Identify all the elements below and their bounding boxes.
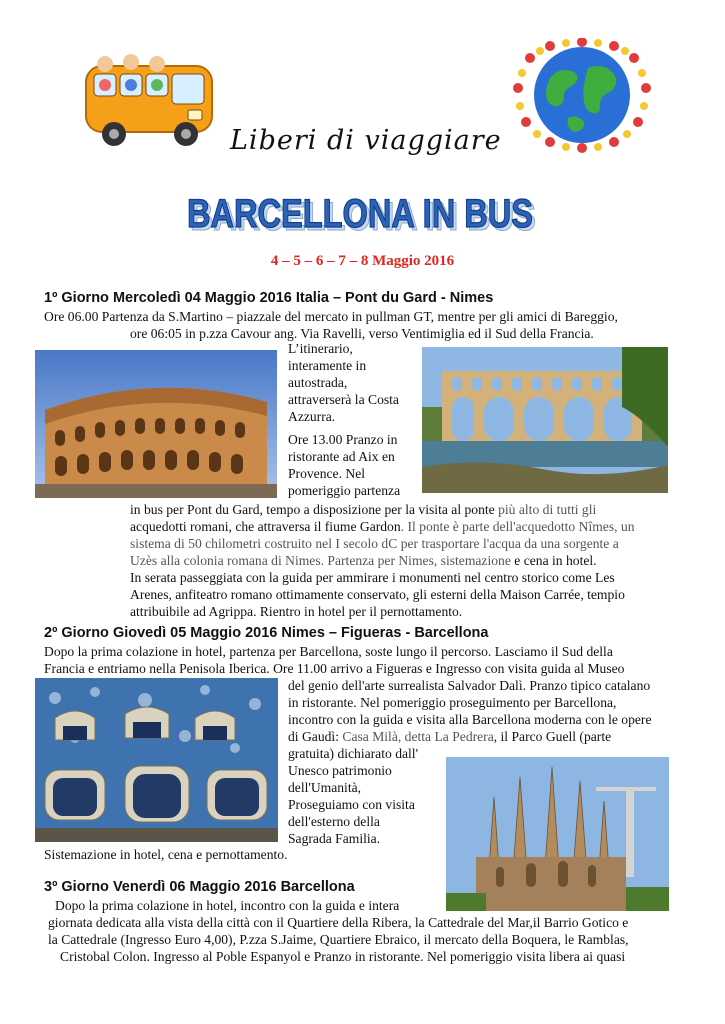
school-bus-illustration	[80, 52, 220, 152]
day-1-rest-line-7: attribuibile ad Agrippa. Rientro in hotel per il pernottamento.	[130, 604, 463, 619]
right-line: dell'esterno della	[288, 814, 380, 829]
right-line	[288, 728, 708, 745]
pont-du-gard-photo	[422, 347, 668, 493]
text-run: Casa Milà, detta La Pedrera	[342, 729, 494, 744]
mid-line: Provence. Nel	[288, 466, 366, 481]
day-1-rest-line-6: Arenes, anfiteatro romano ottimamente conservato, gli esterni della Maison Carrée, tempio	[130, 587, 625, 602]
day-3-line-2: giornata dedicata alla vista della città con il Quartiere della Ribera, la Cattedrale del Mar,il Barrio Gotico e	[48, 915, 629, 930]
title-text-shadow: BARCELLONA IN BUS	[190, 195, 536, 239]
right-line: dell'Umanità,	[288, 780, 362, 795]
text-run: Uzès alla colonia romana di Nimes. Partenza per Nimes, sistemazione	[130, 553, 515, 568]
text-run: più alto di tutti gli	[498, 502, 597, 517]
day-3-heading: 3º Giorno Venerdì 06 Maggio 2016 Barcellona	[44, 879, 355, 895]
mid-line: interamente in	[288, 358, 367, 373]
day-2-line-1: Dopo la prima colazione in hotel, partenza per Barcellona, soste lungo il percorso. Lasciamo il Sud della	[44, 644, 613, 659]
casa-batllo-photo	[35, 678, 278, 842]
title-wordart	[180, 188, 540, 240]
sagrada-familia-photo	[446, 757, 669, 911]
trip-dates: 4 – 5 – 6 – 7 – 8 Maggio 2016	[270, 253, 455, 269]
day-2-last-line: Sistemazione in hotel, cena e pernottamento.	[44, 847, 288, 862]
day-1-rest-line-2	[130, 518, 635, 535]
day-1-line-1: Ore 06.00 Partenza da S.Martino – piazzale del mercato in pullman GT, mentre per gli amici di Bareggio,	[44, 309, 618, 324]
mid-line: pomeriggio partenza	[288, 483, 401, 498]
day-3-line-1: Dopo la prima colazione in hotel, incontro con la guida e intera	[55, 898, 400, 913]
mid-line: attraverserà la Costa	[288, 392, 399, 407]
tagline: Liberi di viaggiare	[230, 125, 502, 156]
right-line: Sagrada Familia.	[288, 831, 381, 846]
text-run: di Gaudì:	[288, 729, 343, 744]
colosseum-photo	[35, 350, 277, 498]
text-run: in bus per Pont du Gard, tempo a disposizione per la visita al ponte	[130, 502, 499, 517]
right-line: Proseguiamo con visita	[288, 797, 415, 812]
mid-line: Ore 13.00 Pranzo in	[288, 432, 398, 447]
text-run: , il Parco Guell (parte	[493, 729, 612, 744]
right-line: Unesco patrimonio	[288, 763, 392, 778]
globe-with-children-illustration	[510, 38, 655, 153]
day-1-rest-line-1	[130, 501, 596, 518]
right-line: gratuita) dichiarato dall'	[288, 746, 419, 761]
day-1-line-2: ore 06:05 in p.zza Cavour ang. Via Ravelli, verso Ventimiglia ed il Sud della Francia.	[130, 326, 594, 341]
right-line: in ristorante. Nel pomeriggio proseguimento per Barcellona,	[288, 695, 617, 710]
day-1-heading: 1º Giorno Mercoledì 04 Maggio 2016 Italia – Pont du Gard - Nimes	[44, 290, 494, 306]
text-run: e cena in hotel.	[514, 553, 597, 568]
day-1-rest-line-3: sistema di 50 chilometri costruito nel I secolo dC per trasportare l'acqua da una sorgente a	[130, 536, 619, 551]
day-1-rest-line-4	[130, 552, 597, 569]
day-2-heading: 2º Giorno Giovedì 05 Maggio 2016 Nimes – Figueras - Barcellona	[44, 625, 489, 641]
text-run: acquedotti romani,	[130, 519, 236, 534]
mid-line: Azzurra.	[288, 409, 336, 424]
right-line: del genio dell'arte surrealista Salvador Dalì. Pranzo tipico catalano	[288, 678, 651, 693]
day-3-line-4: Cristobal Colon. Ingresso al Poble Espanyol e Pranzo in ristorante. Nel pomeriggio visita libera ai quasi	[60, 949, 626, 964]
title-text: BARCELLONA IN BUS	[187, 192, 533, 236]
right-line: incontro con la guida e visita alla Barcellona moderna con le opere	[288, 712, 652, 727]
day-1-middle-text	[288, 340, 418, 499]
mid-line: ristorante ad Aix en	[288, 449, 395, 464]
mid-line: autostrada,	[288, 375, 348, 390]
day-3-line-3: la Cattedrale (Ingresso Euro 4,00), P.zza S.Jaime, Quartiere Ebraico, il mercato della Boquera, le Ramblas,	[48, 932, 629, 947]
day-2-line-2: Francia e entriamo nella Penisola Iberica. Ore 11.00 arrivo a Figueras e Ingresso con visita guida al Museo	[44, 661, 625, 676]
text-run: che attraversa il fiume Gardon	[235, 519, 401, 534]
mid-line: L’itinerario,	[288, 341, 353, 356]
text-run: . Il ponte è parte dell'acquedotto Nîmes, un	[400, 519, 635, 534]
day-1-rest-line-5: In serata passeggiata con la guida per ammirare i monumenti nel centro storico come Les	[130, 570, 615, 585]
